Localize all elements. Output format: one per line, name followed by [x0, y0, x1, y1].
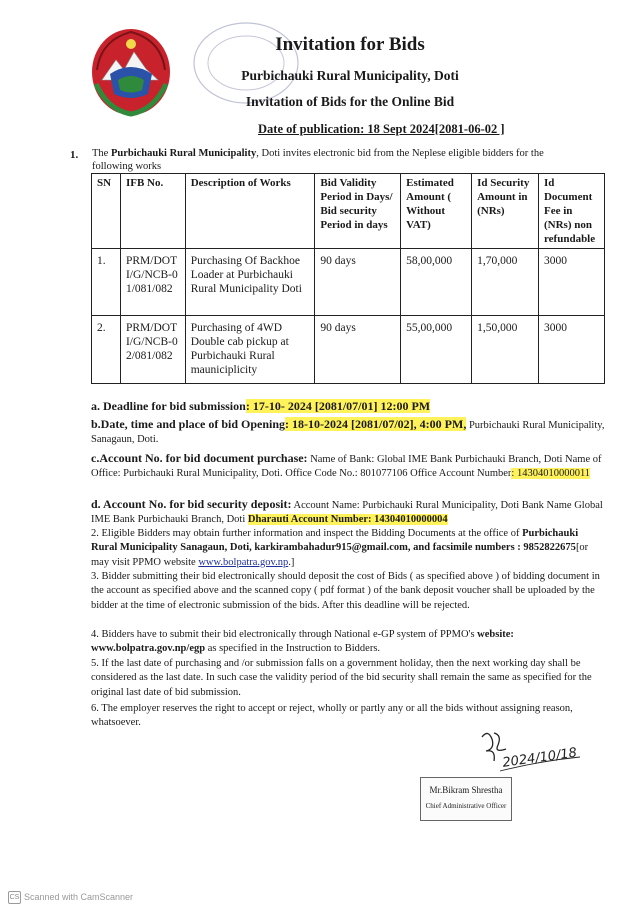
paragraph-6: 6. The employer reserves the right to accept or reject, wholly or partly any or all the bids without assigning reason, whatsoever. [91, 703, 573, 729]
cell-sn: 2. [92, 316, 121, 384]
deadline-submission: a. Deadline for bid submission: 17-10- 2024 [2081/07/01] 12:00 PM [91, 399, 431, 413]
section-number: 1. [70, 149, 79, 161]
office-account-number: : 14304010000011 [511, 468, 591, 480]
cell-fee: 3000 [538, 249, 604, 316]
cell-estimated: 58,00,000 [401, 249, 472, 316]
column-header: SN [92, 174, 121, 249]
nepal-emblem-icon [88, 22, 174, 118]
cell-sn: 1. [92, 249, 121, 316]
municipality-name: Purbichauki Rural Municipality, Doti [241, 68, 459, 83]
security-deposit-account: d. Account No. for bid security deposit: Account Name: Purbichauki Rural Municipality, Doti Bank Name Global IME Bank Purbichauki Branch, Doti Dharauti Account Number: 14304010000004 [91, 497, 603, 526]
ppmo-website-link[interactable]: www.bolpatra.gov.np [198, 556, 289, 568]
egp-link: www.bolpatra.gov.np/egp [91, 643, 206, 655]
handwritten-signature [470, 727, 590, 777]
page-title: Invitation for Bids [275, 34, 425, 55]
intro-paragraph: The Purbichauki Rural Municipality, Doti invites electronic bid from the Neplese eligible bidders for the following works [92, 148, 544, 172]
document-subtitle: Invitation of Bids for the Online Bid [245, 94, 455, 109]
cell-description: Purchasing Of Backhoe Loader at Purbichauki Rural Municipality Doti [185, 249, 315, 316]
cell-validity: 90 days [315, 316, 401, 384]
signature-stamp-box [420, 777, 512, 821]
opening-value: : 18-10-2024 [2081/07/02], 4:00 PM, [285, 417, 467, 431]
cell-description: Purchasing of 4WD Double cab pickup at Purbichauki Rural mauniciplicity [185, 316, 315, 384]
cell-security: 1,70,000 [472, 249, 539, 316]
organization-name: Purbichauki Rural Municipality [110, 148, 257, 159]
cell-validity: 90 days [315, 249, 401, 316]
cell-fee: 3000 [538, 316, 604, 384]
officer-title: Chief Administrative Officer [425, 802, 507, 810]
cell-ifb: PRM/DOTI/G/NCB-01/081/082 [120, 249, 185, 316]
paragraph-2: 2. Eligible Bidders may obtain further information and inspect the Bidding Documents at the office of Purbichauki Rural Municipality Sanagaun, Doti, karkirambahadur915@gmail.com, and facsimile numbers : 9852822675[or may visit PPMO website www.bolpatra.gov.np.] [91, 528, 589, 568]
signature-date: 2024/10/18 [501, 745, 578, 771]
scanner-watermark: Scanned with CamScanner [24, 892, 134, 902]
paragraph-3: 3. Bidder submitting their bid electronically should deposit the cost of Bids ( as specified above ) of bidding document in the account as specified above and the scanned copy ( pdf format ) of the bank deposit voucher shall be uploaded by the bidder at the time of electronic submission of the bids. After this deadline will be rejected. [91, 571, 600, 611]
publication-date: Date of publication: 18 Sept 2024[2081-06-02 ] [258, 122, 505, 136]
column-header: IFB No. [120, 174, 185, 249]
cell-security: 1,50,000 [472, 316, 539, 384]
document-purchase-account: c.Account No. for bid document purchase: Name of Bank: Global IME Bank Purbichauki Branch, Doti Name of Office: Purbichauki Rural Municipality, Doti. Office Code No.: 801077106 Office Account Number: 14304010000011 [91, 451, 602, 480]
bid-opening: b.Date, time and place of bid Opening: 18-10-2024 [2081/07/02], 4:00 PM, Purbichauki Rural Municipality, Sanagaun, Doti. [91, 417, 605, 446]
officer-name: Mr.Bikram Shrestha [429, 785, 503, 795]
dharauti-account-number: Dharauti Account Number: 14304010000004 [247, 514, 448, 526]
table-header-row [92, 174, 605, 249]
table-row [92, 316, 605, 384]
works-table [91, 173, 605, 384]
paragraph-5: 5. If the last date of purchasing and /or submission falls on a government holiday, then the next working day shall be considered as the last date. In such case the validity period of the bid security shall remain the same as specified for the original last date of bid submission. [91, 658, 592, 698]
table-row [92, 249, 605, 316]
cell-ifb: PRM/DOTI/G/NCB-02/081/082 [120, 316, 185, 384]
deadline-value: : 17-10- 2024 [2081/07/01] 12:00 PM [245, 399, 431, 413]
column-header: Bid Validity Period in Days/ Bid security Period in days [315, 174, 401, 249]
cell-estimated: 55,00,000 [401, 316, 472, 384]
camscanner-icon: CS [8, 891, 21, 904]
column-header: Id Security Amount in (NRs) [472, 174, 539, 249]
column-header: Estimated Amount ( Without VAT) [401, 174, 472, 249]
column-header: Description of Works [185, 174, 315, 249]
column-header: Id Document Fee in (NRs) non refundable [538, 174, 604, 249]
paragraph-4: 4. Bidders have to submit their bid electronically through National e-GP system of PPMO's website: www.bolpatra.gov.np/egp as specified in the Instruction to Bidders. [91, 629, 514, 655]
